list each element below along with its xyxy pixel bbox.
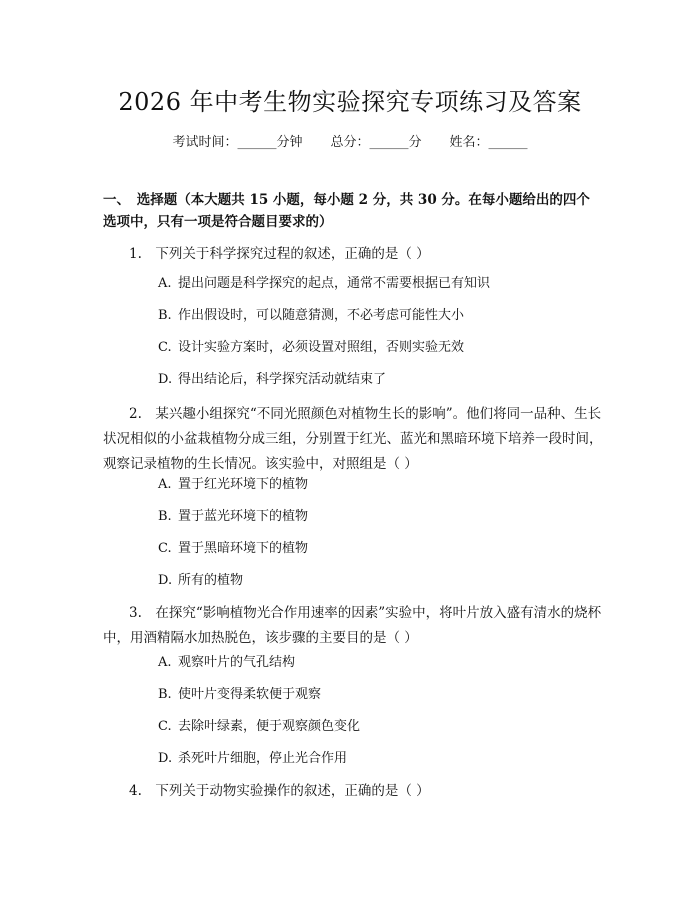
option-label: B. bbox=[158, 308, 172, 323]
question-4: 4. 下列关于动物实验操作的叙述，正确的是（ ） bbox=[129, 783, 430, 799]
option-text: 所有的植物 bbox=[178, 573, 244, 588]
question-3-option-c bbox=[158, 717, 360, 737]
option-text: 使叶片变得柔软便于观察 bbox=[178, 687, 322, 702]
question-3-option-a bbox=[158, 653, 295, 673]
question-3-option-d bbox=[158, 749, 347, 769]
option-label: D. bbox=[158, 573, 173, 588]
question-1-option-d bbox=[158, 370, 386, 390]
question-1: 1. 下列关于科学探究过程的叙述，正确的是（ ） bbox=[129, 246, 430, 262]
question-1-option-c bbox=[158, 338, 464, 358]
exam-student-name: 姓名：______ bbox=[449, 135, 528, 150]
option-label: A. bbox=[158, 477, 172, 492]
question-2-option-b bbox=[158, 507, 308, 527]
option-label: D. bbox=[158, 372, 173, 387]
option-text: 置于蓝光环境下的植物 bbox=[178, 509, 309, 524]
option-label: A. bbox=[158, 655, 172, 670]
document-title: 2026 年中考生物实验探究专项练习及答案 bbox=[118, 88, 582, 116]
option-text: 得出结论后，科学探究活动就结束了 bbox=[178, 372, 387, 387]
exam-time: 考试时间：______分钟 bbox=[172, 135, 303, 150]
question-2-option-a bbox=[158, 475, 308, 495]
option-text: 置于红光环境下的植物 bbox=[178, 477, 309, 492]
option-text: 置于黑暗环境下的植物 bbox=[178, 541, 309, 556]
option-text: 设计实验方案时，必须设置对照组，否则实验无效 bbox=[178, 340, 465, 355]
option-label: C. bbox=[158, 719, 172, 734]
option-label: A. bbox=[158, 276, 172, 291]
question-2: 2. 某兴趣小组探究“不同光照颜色对植物生长的影响”。他们将同一品种、生长状况相似的小盆栽植物分成三组，分别置于红光、蓝光和黑暗环境下培养一段时间，观察记录植物的生长情况。该实验中，对照组是（ ） bbox=[103, 406, 603, 472]
exam-total-score: 总分：______分 bbox=[330, 135, 422, 150]
option-label: B. bbox=[158, 687, 172, 702]
option-text: 观察叶片的气孔结构 bbox=[178, 655, 296, 670]
option-text: 去除叶绿素，便于观察颜色变化 bbox=[178, 719, 361, 734]
exam-meta bbox=[0, 131, 700, 150]
question-3: 3. 在探究“影响植物光合作用速率的因素”实验中，将叶片放入盛有清水的烧杯中，用酒精隔水加热脱色，该步骤的主要目的是（ ） bbox=[103, 605, 602, 646]
question-1-option-a bbox=[158, 274, 490, 294]
question-2-option-d bbox=[158, 571, 243, 591]
option-label: D. bbox=[158, 751, 173, 766]
section-heading: 一、 选择题（本大题共 15 小题，每小题 2 分，共 30 分。在每小题给出的四个选项中，只有一项是符合题目要求的） bbox=[103, 192, 590, 230]
option-label: C. bbox=[158, 340, 172, 355]
question-2-option-c bbox=[158, 539, 308, 559]
option-text: 提出问题是科学探究的起点，通常不需要根据已有知识 bbox=[178, 276, 491, 291]
option-label: C. bbox=[158, 541, 172, 556]
option-text: 作出假设时，可以随意猜测，不必考虑可能性大小 bbox=[178, 308, 465, 323]
question-3-option-b bbox=[158, 685, 321, 705]
option-label: B. bbox=[158, 509, 172, 524]
option-text: 杀死叶片细胞，停止光合作用 bbox=[178, 751, 348, 766]
question-1-option-b bbox=[158, 306, 464, 326]
